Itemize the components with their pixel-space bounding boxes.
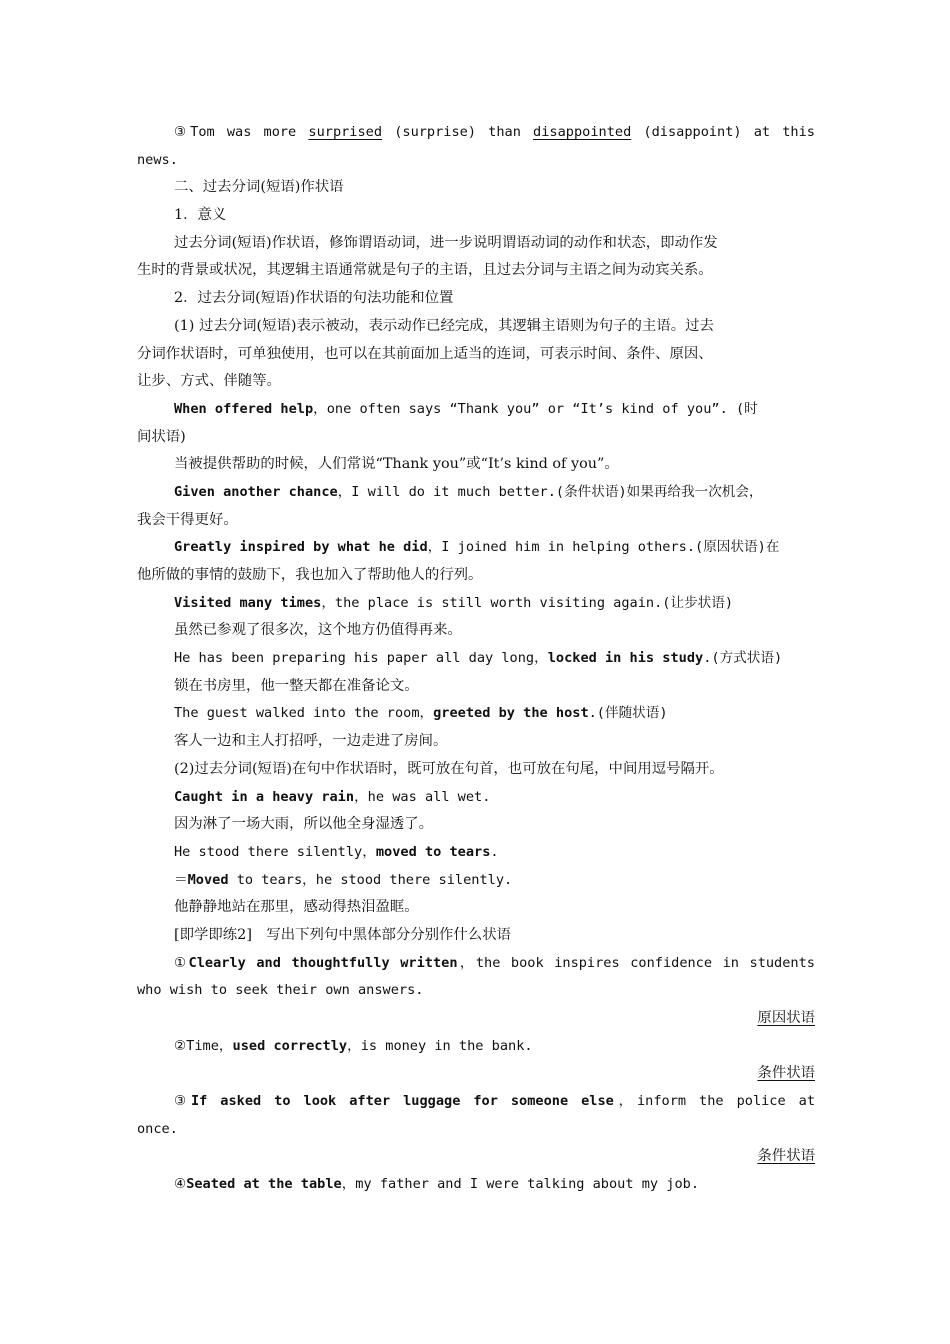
example-sentence: ＝Moved to tears，he stood there silently. <box>174 871 513 888</box>
exercise-item: ①Clearly and thoughtfully written，the book inspires confidence in students <box>174 954 815 971</box>
subsection-heading: 1．意义 <box>174 207 227 224</box>
example-translation: 我会干得更好。 <box>137 511 238 528</box>
paragraph-line: 过去分词(短语)作状语，修饰谓语动词，进一步说明谓语动词的动作和状态，即动作发 <box>174 234 718 251</box>
example-sentence: He has been preparing his paper all day long，locked in his study.(方式状语) <box>174 650 783 667</box>
example-translation: 锁在书房里，他一整天都在准备论文。 <box>174 677 419 694</box>
example-translation: 因为淋了一场大雨，所以他全身湿透了。 <box>174 816 434 833</box>
document-page <box>137 119 815 1199</box>
exercise-item: ④Seated at the table，my father and I were talking about my job. <box>174 1176 700 1193</box>
example-note: 间状语) <box>137 428 186 445</box>
example-sentence: He stood there silently，moved to tears. <box>174 843 499 860</box>
paragraph-line: (2)过去分词(短语)在句中作状语时，既可放在句首，也可放在句尾，中间用逗号隔开。 <box>174 760 724 777</box>
example-translation: 客人一边和主人打招呼，一边走进了房间。 <box>174 733 448 750</box>
example-translation: 当被提供帮助的时候，人们常说“Thank you”或“It’s kind of you”。 <box>174 456 619 473</box>
exercise-heading: [即学即练2] 写出下列句中黑体部分分别作什么状语 <box>174 926 511 943</box>
paragraph-line: (1) 过去分词(短语)表示被动，表示动作已经完成，其逻辑主语则为句子的主语。过去 <box>174 317 714 334</box>
exercise-item-cont: once. <box>137 1120 178 1137</box>
exercise-item-cont: who wish to seek their own answers. <box>137 982 424 999</box>
example-sentence: Visited many times，the place is still worth visiting again.(让步状语) <box>174 594 734 611</box>
example-sentence: When offered help，one often says “Thank you” or “It’s kind of you”. (时 <box>174 400 758 417</box>
subsection-heading: 2．过去分词(短语)作状语的句法功能和位置 <box>174 290 454 307</box>
text-line: news. <box>137 151 178 168</box>
example-sentence: Greatly inspired by what he did，I joined him in helping others.(原因状语)在 <box>174 539 780 556</box>
exercise-answer: 原因状语 <box>757 1010 815 1026</box>
paragraph-line: 生时的背景或状况，其逻辑主语通常就是句子的主语，且过去分词与主语之间为动宾关系。 <box>137 262 713 279</box>
exercise-answer: 条件状语 <box>757 1148 815 1165</box>
exercise-item: ②Time，used correctly，is money in the bank. <box>174 1037 533 1054</box>
example-sentence: Given another chance，I will do it much better.(条件状语)如果再给我一次机会， <box>174 483 763 500</box>
example-translation: 他静静地站在那里，感动得热泪盈眶。 <box>174 899 419 916</box>
example-sentence: The guest walked into the room，greeted by the host.(伴随状语) <box>174 705 668 722</box>
exercise-answer: 条件状语 <box>757 1065 815 1082</box>
example-translation: 他所做的事情的鼓励下，我也加入了帮助他人的行列。 <box>137 567 483 583</box>
paragraph-line: 分词作状语时，可单独使用，也可以在其前面加上适当的连词，可表示时间、条件、原因、 <box>137 345 713 362</box>
exercise-1-3-line: ③Tom was more surprised (surprise) than disappointed (disappoint) at this <box>174 124 815 140</box>
example-translation: 虽然已参观了很多次，这个地方仍值得再来。 <box>174 622 462 639</box>
answer-surprised: surprised <box>308 124 383 140</box>
example-sentence: Caught in a heavy rain，he was all wet. <box>174 788 491 805</box>
section-heading: 二、过去分词(短语)作状语 <box>174 179 344 196</box>
answer-disappointed: disappointed <box>533 124 632 140</box>
exercise-item: ③If asked to look after luggage for someone else，inform the police at <box>174 1093 815 1110</box>
paragraph-line: 让步、方式、伴随等。 <box>137 373 281 390</box>
